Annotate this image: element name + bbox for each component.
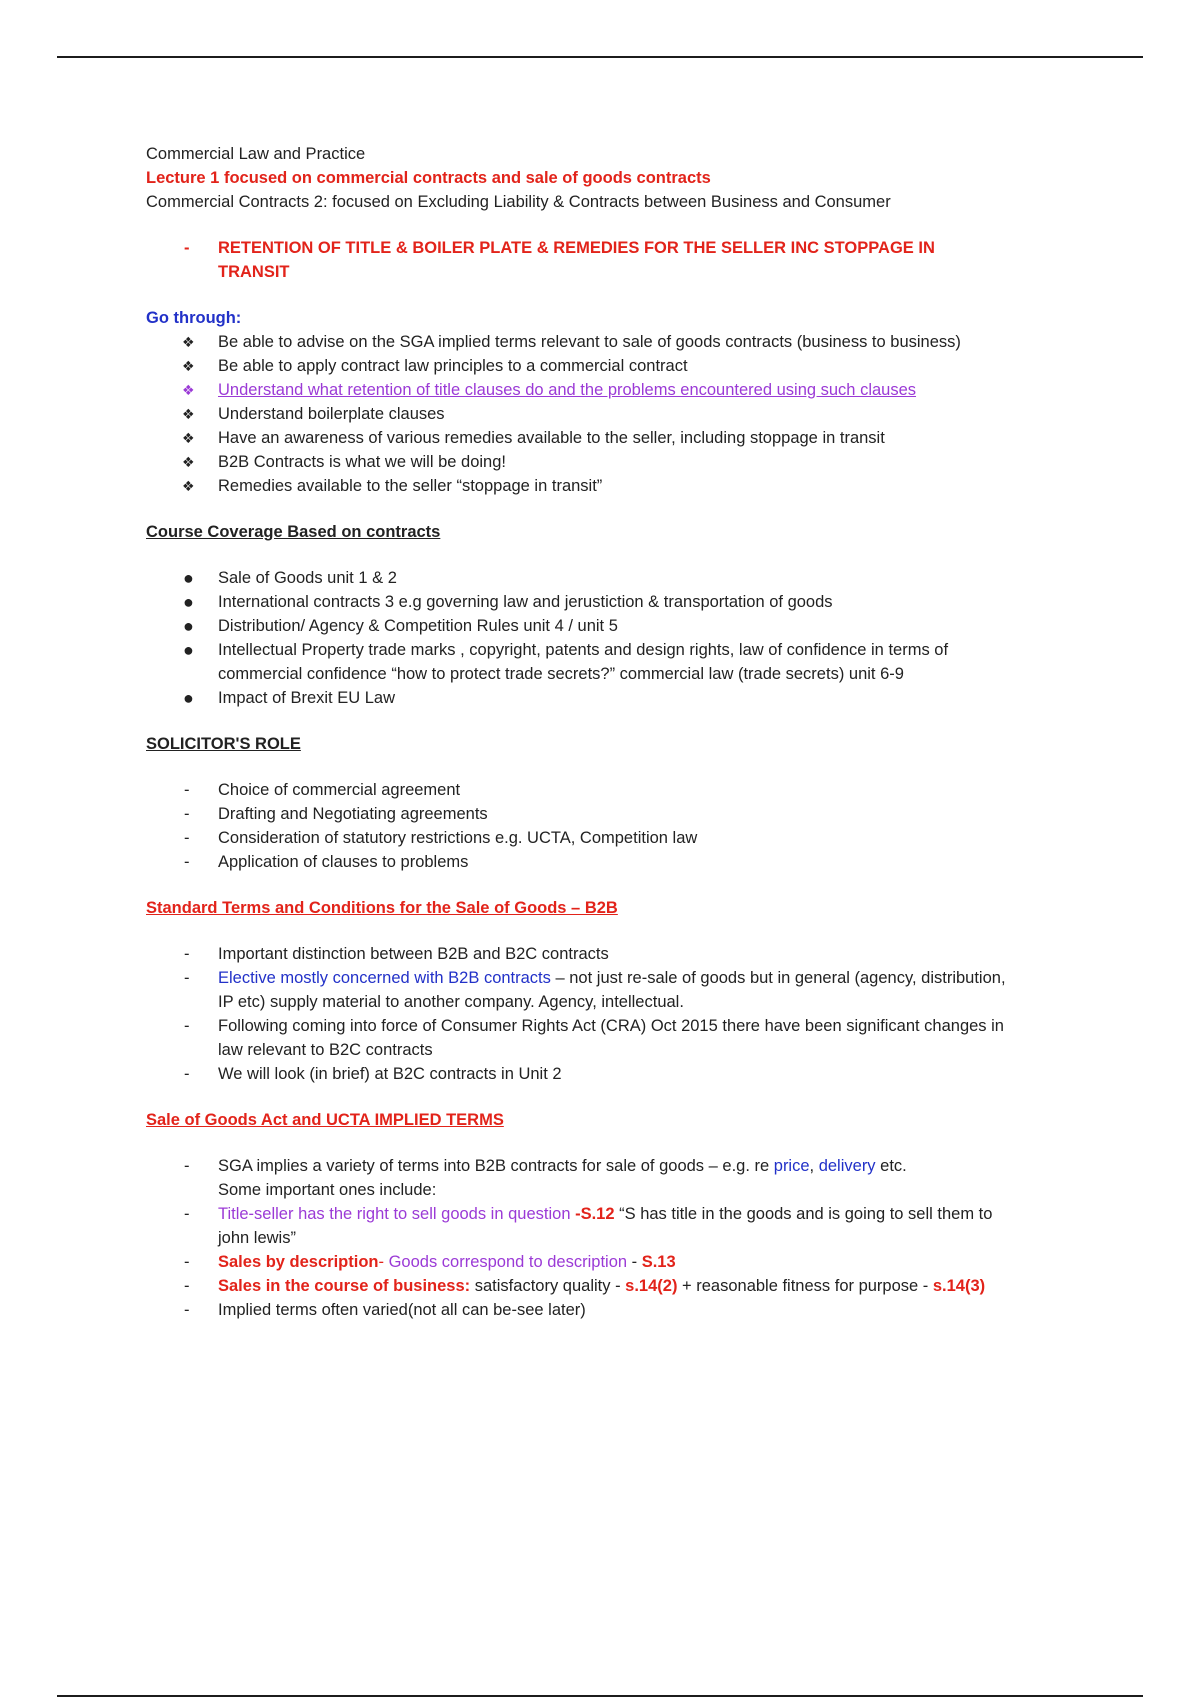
topic-list — [146, 236, 1096, 284]
list-item: ● Intellectual Property trade marks , copyright, patents and design rights, law of confidence in terms of commercial confidence “how to protect trade secrets?” commercial law (trade secrets) unit 6-9 — [183, 640, 949, 683]
standard-terms-list — [146, 942, 1096, 1086]
list-item: - We will look (in brief) at B2C contracts in Unit 2 — [146, 1062, 1096, 1086]
list-item: ❖ Have an awareness of various remedies available to the seller, including stoppage in transit — [146, 426, 1096, 450]
diamond-bullet-icon: ❖ — [182, 454, 195, 470]
diamond-bullet-icon: ❖ — [182, 430, 195, 446]
list-item: ● Distribution/ Agency & Competition Rules unit 4 / unit 5 — [183, 616, 618, 636]
list-item: - Sales in the course of business: satisfactory quality - s.14(2) + reasonable fitness for purpose - s.14(3) — [146, 1274, 1096, 1298]
dot-bullet-icon: ● — [183, 616, 194, 636]
dash-marker: - — [184, 945, 190, 963]
list-item: ● Sale of Goods unit 1 & 2 — [183, 568, 397, 588]
dash-marker: - — [184, 805, 190, 823]
dash-marker: - — [184, 1253, 190, 1271]
list-item: ❖ Remedies available to the seller “stoppage in transit” — [146, 474, 1096, 498]
coverage-list — [146, 566, 1096, 710]
diamond-bullet-icon: ❖ — [182, 334, 195, 350]
sga-list — [146, 1154, 1096, 1322]
list-item: ❖ Be able to apply contract law principles to a commercial contract — [146, 354, 1096, 378]
dash-marker: - — [184, 1277, 190, 1295]
dot-bullet-icon: ● — [183, 688, 194, 708]
list-item: - SGA implies a variety of terms into B2B contracts for sale of goods – e.g. re price, delivery etc. Some important ones include: — [146, 1154, 1096, 1202]
diamond-bullet-icon: ❖ — [182, 406, 195, 422]
sga-heading: Sale of Goods Act and UCTA IMPLIED TERMS — [146, 1111, 504, 1129]
dash-marker: - — [184, 1157, 190, 1175]
topic-line-1: RETENTION OF TITLE & BOILER PLATE & REMEDIES FOR THE SELLER INC STOPPAGE IN — [218, 239, 935, 257]
list-item: ❖ B2B Contracts is what we will be doing! — [146, 450, 1096, 474]
dot-bullet-icon: ● — [183, 592, 194, 612]
dash-marker: - — [184, 853, 190, 871]
dash-marker: - — [184, 829, 190, 847]
dash-marker: - — [184, 781, 190, 799]
dash-marker: - — [184, 1017, 190, 1035]
list-item: ● Impact of Brexit EU Law — [183, 688, 395, 708]
bottom-rule — [57, 1695, 1143, 1697]
go-through-heading: Go through: — [146, 309, 242, 327]
top-rule — [57, 56, 1143, 58]
solicitor-list — [146, 778, 1096, 874]
doc-subtitle: Commercial Contracts 2: focused on Excluding Liability & Contracts between Business and Consumer — [146, 193, 891, 211]
list-item: - Drafting and Negotiating agreements — [146, 802, 1096, 826]
dash-marker: - — [184, 1301, 190, 1319]
dash-marker: - — [184, 969, 190, 987]
document-body — [146, 142, 1096, 1322]
list-item: - Application of clauses to problems — [146, 850, 1096, 874]
list-item — [146, 378, 1096, 402]
diamond-bullet-icon: ❖ — [182, 358, 195, 374]
retention-link[interactable]: Understand what retention of title clauses do and the problems encountered using such clauses — [218, 381, 917, 399]
coverage-heading: Course Coverage Based on contracts — [146, 523, 441, 541]
list-item: - Important distinction between B2B and B2C contracts — [146, 942, 1096, 966]
topic-item — [146, 236, 1096, 284]
go-through-list — [146, 330, 1096, 498]
topic-line-2: TRANSIT — [218, 263, 290, 281]
doc-title: Commercial Law and Practice — [146, 145, 366, 163]
list-item: - Consideration of statutory restrictions e.g. UCTA, Competition law — [146, 826, 1096, 850]
list-item: - Sales by description- Goods correspond to description - S.13 — [146, 1250, 1096, 1274]
dash-marker: - — [184, 1205, 190, 1223]
standard-terms-heading: Standard Terms and Conditions for the Sale of Goods – B2B — [146, 899, 618, 917]
solicitor-heading: SOLICITOR'S ROLE — [146, 735, 301, 753]
list-item: - Following coming into force of Consumer Rights Act (CRA) Oct 2015 there have been significant changes in law relevant to B2C contracts — [146, 1014, 1096, 1062]
list-item: ● International contracts 3 e.g governing law and jerustiction & transportation of goods — [183, 592, 833, 612]
dash-marker: - — [184, 239, 190, 257]
dot-bullet-icon: ● — [183, 568, 194, 588]
list-item: ❖ Be able to advise on the SGA implied terms relevant to sale of goods contracts (business to business) — [146, 330, 1096, 354]
lecture-line: Lecture 1 focused on commercial contracts and sale of goods contracts — [146, 169, 711, 187]
diamond-bullet-icon: ❖ — [182, 382, 195, 398]
dot-bullet-icon: ● — [183, 640, 194, 660]
list-item: - Choice of commercial agreement — [146, 778, 1096, 802]
diamond-bullet-icon: ❖ — [182, 478, 195, 494]
list-item: - Elective mostly concerned with B2B contracts – not just re-sale of goods but in general (agency, distribution, IP etc) supply material to another company. Agency, intellectual. — [146, 966, 1096, 1014]
list-item: ❖ Understand boilerplate clauses — [146, 402, 1096, 426]
list-item: - Implied terms often varied(not all can be-see later) — [146, 1298, 1096, 1322]
dash-marker: - — [184, 1065, 190, 1083]
list-item: - Title-seller has the right to sell goods in question -S.12 “S has title in the goods and is going to sell them to john lewis” — [146, 1202, 1096, 1250]
